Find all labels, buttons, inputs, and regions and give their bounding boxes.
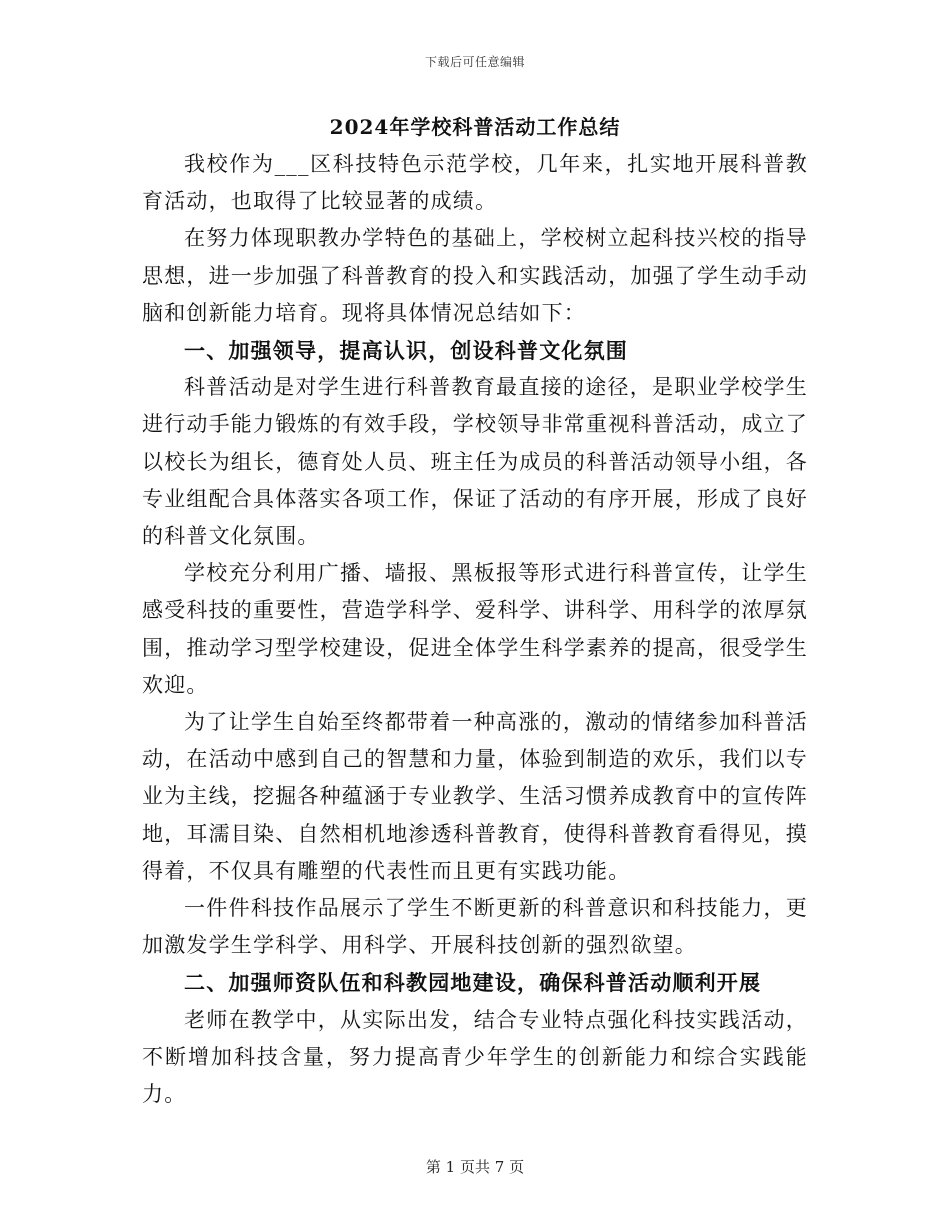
page-number: 第 1 页共 7 页 xyxy=(425,1158,525,1176)
document-body xyxy=(142,112,808,1113)
document-title: 2024年学校科普活动工作总结 xyxy=(329,115,621,139)
section-heading-2: 二、加强师资队伍和科教园地建设，确保科普活动顺利开展 xyxy=(184,970,762,996)
paragraph-works: 一件件科技作品展示了学生不断更新的科普意识和科技能力，更加激发学生学科学、用科学、开展科技创新的强烈欲望。 xyxy=(142,896,808,958)
paragraph-intro: 我校作为___区科技特色示范学校，几年来，扎实地开展科普教育活动，也取得了比较显著的成绩。 xyxy=(142,152,808,214)
header-note: 下载后可任意编辑 xyxy=(424,55,525,69)
section-heading-1: 一、加强领导，提高认识，创设科普文化氛围 xyxy=(184,338,628,364)
paragraph-overview: 在努力体现职教办学特色的基础上，学校树立起科技兴校的指导思想，进一步加强了科普教育的投入和实践活动，加强了学生动手动脑和创新能力培育。现将具体情况总结如下： xyxy=(142,226,808,325)
paragraph-activities: 为了让学生自始至终都带着一种高涨的，激动的情绪参加科普活动，在活动中感到自己的智慧和力量，体验到制造的欢乐，我们以专业为主线，挖掘各种蕴涵于专业教学、生活习惯养成教育中的宣传阵地，耳濡目染、自然相机地渗透科普教育，使得科普教育看得见，摸得着，不仅具有雕塑的代表性而且更有实践功能。 xyxy=(142,710,808,883)
paragraph-leadership: 科普活动是对学生进行科普教育最直接的途径，是职业学校学生进行动手能力锻炼的有效手段，学校领导非常重视科普活动，成立了以校长为组长，德育处人员、班主任为成员的科普活动领导小组，各专业组配合具体落实各项工作，保证了活动的有序开展，形成了良好的科普文化氛围。 xyxy=(142,375,808,549)
paragraph-publicity: 学校充分利用广播、墙报、黑板报等形式进行科普宣传，让学生感受科技的重要性，营造学科学、爱科学、讲科学、用科学的浓厚氛围，推动学习型学校建设，促进全体学生科学素养的提高，很受学生欢迎。 xyxy=(142,561,808,697)
paragraph-teachers: 老师在教学中，从实际出发，结合专业特点强化科技实践活动，不断增加科技含量，努力提高青少年学生的创新能力和综合实践能力。 xyxy=(142,1007,808,1107)
